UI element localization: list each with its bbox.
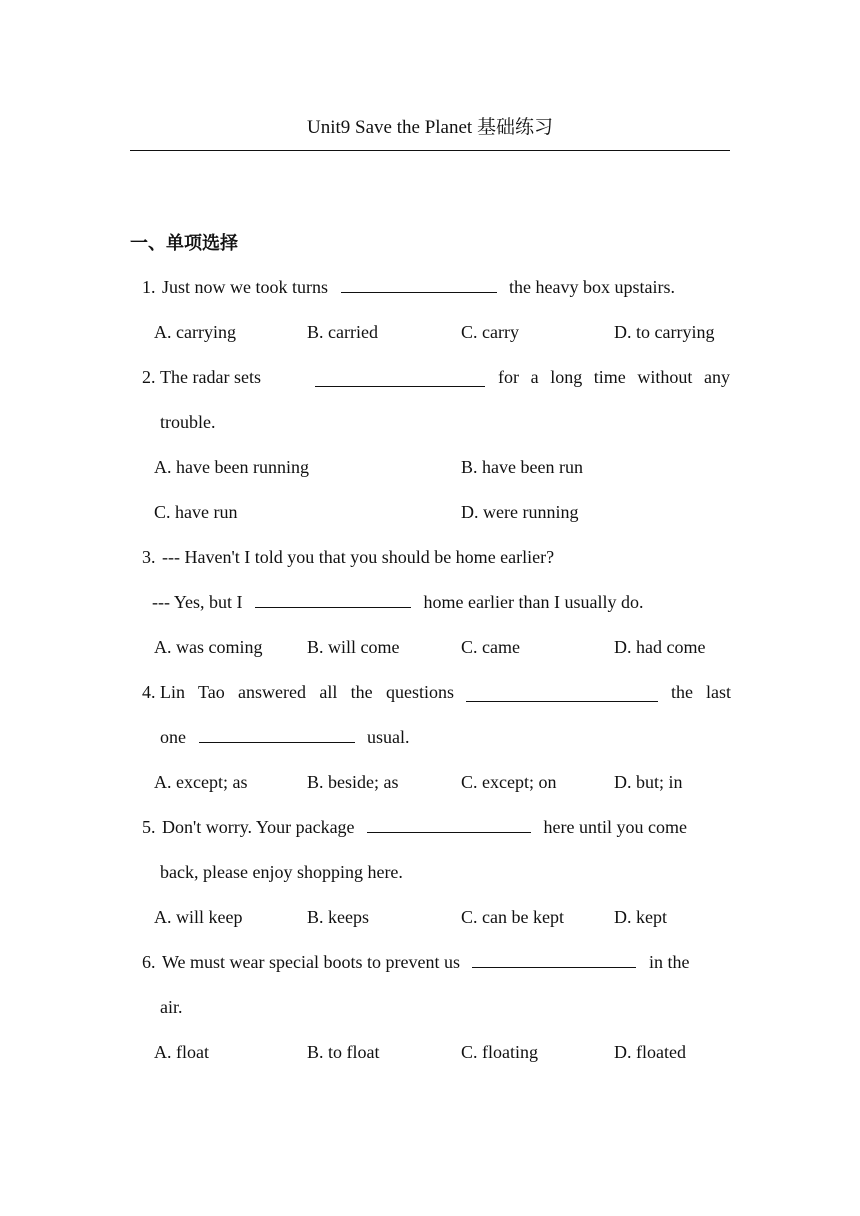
question-text: one (160, 727, 186, 747)
option-d[interactable]: D. but; in (614, 772, 683, 792)
answer-blank[interactable] (341, 276, 497, 293)
answer-blank[interactable] (255, 591, 411, 608)
question-2-number: 2. (142, 367, 156, 387)
page-title: Unit9 Save the Planet 基础练习 (307, 117, 553, 138)
option-a[interactable]: A. was coming (154, 637, 263, 657)
question-text: usual. (367, 727, 410, 747)
question-4-number: 4. (142, 682, 156, 702)
option-b[interactable]: B. will come (307, 637, 400, 657)
option-b[interactable]: B. beside; as (307, 772, 399, 792)
question-text: air. (160, 997, 183, 1017)
question-number: 3. (142, 547, 156, 567)
option-b[interactable]: B. keeps (307, 907, 369, 927)
option-c[interactable]: C. carry (461, 322, 519, 342)
question-3 (142, 546, 554, 568)
answer-blank[interactable] (315, 370, 485, 392)
question-text: Just now we took turns (162, 277, 328, 297)
option-a[interactable]: A. have been running (154, 457, 309, 477)
question-text: --- Haven't I told you that you should be home earlier? (162, 547, 555, 567)
question-text: We must wear special boots to prevent us (162, 952, 460, 972)
answer-blank[interactable] (466, 685, 658, 707)
question-3-reply (152, 591, 643, 613)
question-text: home earlier than I usually do. (423, 592, 644, 612)
option-a[interactable]: A. will keep (154, 907, 243, 927)
question-text: trouble. (160, 412, 216, 432)
question-text: Lin Tao answered all the questions (160, 682, 454, 702)
answer-blank[interactable] (199, 726, 355, 743)
option-d[interactable]: D. kept (614, 907, 667, 927)
option-c[interactable]: C. can be kept (461, 907, 564, 927)
option-b[interactable]: B. have been run (461, 457, 583, 477)
option-a[interactable]: A. except; as (154, 772, 248, 792)
option-c[interactable]: C. came (461, 637, 520, 657)
question-text: the last (671, 682, 731, 702)
question-number: 1. (142, 277, 156, 297)
question-number: 5. (142, 817, 156, 837)
question-text: here until you come (543, 817, 688, 837)
answer-blank[interactable] (472, 951, 636, 968)
option-c[interactable]: C. except; on (461, 772, 557, 792)
option-b[interactable]: B. to float (307, 1042, 380, 1062)
option-d[interactable]: D. were running (461, 502, 579, 522)
question-number: 6. (142, 952, 156, 972)
answer-blank[interactable] (367, 816, 531, 833)
option-a[interactable]: A. carrying (154, 322, 236, 342)
question-text: in the (648, 952, 690, 972)
section-heading: 一、单项选择 (130, 233, 238, 254)
option-d[interactable]: D. had come (614, 637, 706, 657)
option-c[interactable]: C. floating (461, 1042, 538, 1062)
question-text: Don't worry. Your package (162, 817, 355, 837)
option-c[interactable]: C. have run (154, 502, 238, 522)
question-4-line2 (160, 726, 410, 748)
question-text: the heavy box upstairs. (509, 277, 675, 297)
question-6 (142, 951, 689, 973)
option-d[interactable]: D. to carrying (614, 322, 715, 342)
question-text-line (160, 681, 454, 703)
question-text-line (671, 681, 731, 703)
question-text: for a long time without any (498, 367, 730, 387)
question-1 (142, 276, 675, 298)
option-d[interactable]: D. floated (614, 1042, 686, 1062)
question-text: back, please enjoy shopping here. (160, 862, 403, 882)
option-a[interactable]: A. float (154, 1042, 209, 1062)
question-5 (142, 816, 687, 838)
question-text: --- Yes, but I (152, 592, 243, 612)
question-text-line (498, 366, 730, 388)
question-text: The radar sets (160, 367, 261, 387)
title-divider (130, 150, 730, 151)
option-b[interactable]: B. carried (307, 322, 378, 342)
